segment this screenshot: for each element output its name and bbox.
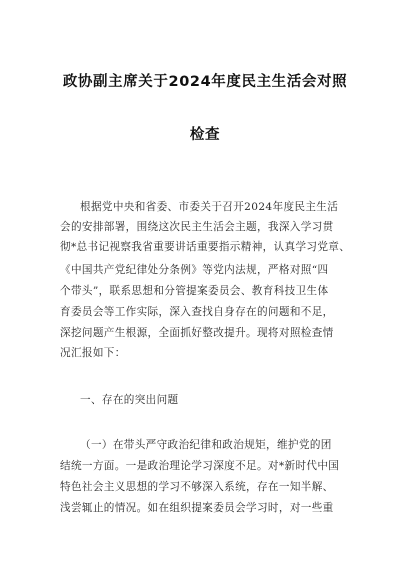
section-heading: 一、存在的突出问题 (80, 394, 179, 406)
document-title-line-1: 政协副主席关于2024年度民主生活会对照 (62, 74, 348, 90)
intro-paragraph-line: 《中国共产党纪律处分条例》等党内法规，严格对照“四 (60, 264, 329, 276)
subsection-line: 特色社会主义思想的学习不够深入系统，存在一知半解、 (60, 481, 334, 493)
intro-paragraph-line: 根据党中央和省委、市委关于召开2024年度民主生活 (80, 201, 339, 213)
document-title-line-2: 检查 (189, 127, 221, 143)
intro-paragraph-line: 会的安排部署，围绕这次民主生活会主题，我深入学习贯 (60, 221, 334, 233)
subsection-line: （一）在带头严守政治纪律和政治规矩，维护党的团 (80, 439, 332, 451)
intro-paragraph-line: 个带头”，联系思想和分管提案委员会、教育科技卫生体 (60, 285, 329, 297)
subsection-line: 结统一方面。一是政治理论学习深度不足。对*新时代中国 (60, 460, 340, 472)
intro-paragraph-line: 育委员会等工作实际，深入查找自身存在的问题和不足， (60, 306, 334, 318)
intro-paragraph-line: 况汇报如下： (60, 347, 126, 359)
intro-paragraph-line: 深挖问题产生根源，全面抓好整改提升。现将对照检查情 (60, 327, 334, 339)
subsection-line: 浅尝辄止的情况。如在组织提案委员会学习时，对一些重 (60, 502, 334, 514)
intro-paragraph-line: 彻*总书记视察我省重要讲话重要指示精神，认真学习党章、 (60, 241, 351, 253)
